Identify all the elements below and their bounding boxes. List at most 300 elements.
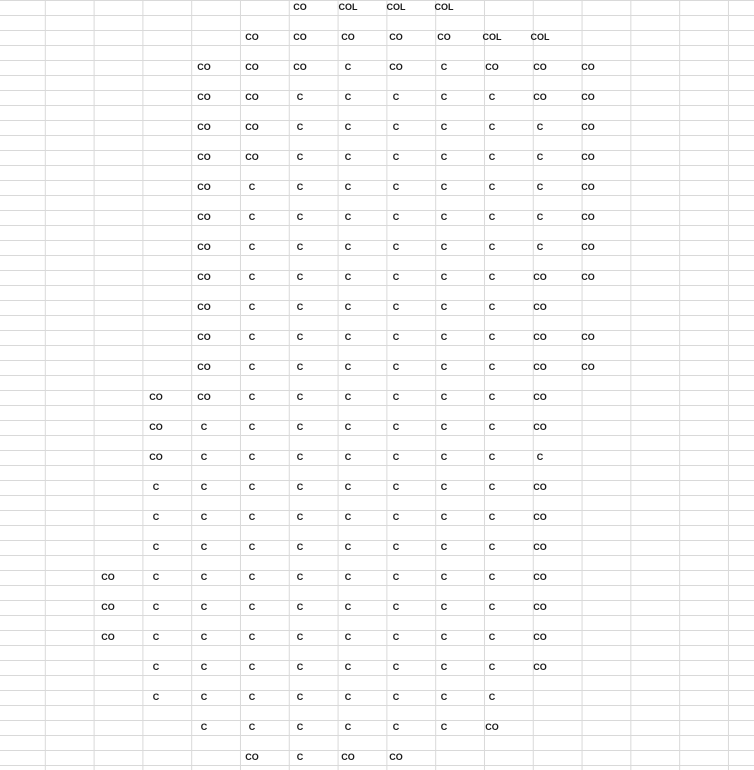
grid-cell[interactable]: C: [344, 152, 352, 162]
grid-cell[interactable]: [564, 720, 612, 735]
grid-cell[interactable]: [564, 570, 612, 585]
grid-cell[interactable]: C: [296, 482, 304, 492]
grid-cell[interactable]: [132, 60, 180, 75]
grid-cell[interactable]: [132, 240, 180, 255]
grid-cell[interactable]: CO: [149, 392, 163, 402]
grid-cell[interactable]: C: [536, 242, 544, 252]
grid-cell[interactable]: C: [296, 752, 304, 762]
grid-cell[interactable]: [84, 60, 132, 75]
grid-cell[interactable]: [132, 300, 180, 315]
grid-cell[interactable]: [564, 480, 612, 495]
grid-cell[interactable]: [132, 150, 180, 165]
grid-cell[interactable]: C: [488, 482, 496, 492]
grid-cell[interactable]: C: [296, 182, 304, 192]
grid-cell[interactable]: CO: [533, 572, 547, 582]
grid-cell[interactable]: C: [392, 302, 400, 312]
grid-cell[interactable]: C: [248, 302, 256, 312]
grid-cell[interactable]: CO: [533, 542, 547, 552]
grid-cell[interactable]: C: [392, 152, 400, 162]
grid-cell[interactable]: C: [392, 242, 400, 252]
grid-cell[interactable]: [564, 0, 612, 15]
grid-cell[interactable]: CO: [197, 182, 211, 192]
grid-cell[interactable]: [132, 120, 180, 135]
grid-cell[interactable]: C: [440, 572, 448, 582]
grid-cell[interactable]: [84, 390, 132, 405]
grid-cell[interactable]: CO: [437, 32, 451, 42]
grid-cell[interactable]: C: [536, 212, 544, 222]
grid-cell[interactable]: C: [440, 422, 448, 432]
grid-cell[interactable]: [180, 750, 228, 765]
grid-cell[interactable]: [36, 450, 84, 465]
grid-cell[interactable]: C: [296, 512, 304, 522]
grid-cell[interactable]: [0, 690, 36, 705]
grid-cell[interactable]: C: [488, 92, 496, 102]
grid-cell[interactable]: COL: [530, 32, 550, 42]
grid-cell[interactable]: CO: [101, 602, 115, 612]
grid-cell[interactable]: [0, 600, 36, 615]
grid-cell[interactable]: C: [392, 482, 400, 492]
grid-cell[interactable]: [36, 150, 84, 165]
grid-cell[interactable]: [36, 660, 84, 675]
grid-cell[interactable]: CO: [197, 152, 211, 162]
grid-cell[interactable]: CO: [389, 62, 403, 72]
grid-cell[interactable]: C: [296, 242, 304, 252]
grid-cell[interactable]: C: [536, 122, 544, 132]
grid-cell[interactable]: C: [296, 572, 304, 582]
grid-cell[interactable]: CO: [197, 362, 211, 372]
grid-cell[interactable]: C: [248, 362, 256, 372]
grid-cell[interactable]: C: [440, 272, 448, 282]
grid-cell[interactable]: C: [392, 422, 400, 432]
grid-cell[interactable]: CO: [293, 2, 307, 12]
grid-cell[interactable]: C: [488, 242, 496, 252]
grid-cell[interactable]: C: [200, 452, 208, 462]
grid-cell[interactable]: [84, 120, 132, 135]
grid-cell[interactable]: [84, 690, 132, 705]
grid-cell[interactable]: C: [392, 92, 400, 102]
grid-cell[interactable]: CO: [197, 302, 211, 312]
grid-cell[interactable]: C: [248, 392, 256, 402]
grid-cell[interactable]: C: [392, 122, 400, 132]
grid-cell[interactable]: [132, 360, 180, 375]
grid-cell[interactable]: CO: [581, 242, 595, 252]
grid-cell[interactable]: CO: [197, 332, 211, 342]
grid-cell[interactable]: [36, 0, 84, 15]
grid-cell[interactable]: CO: [149, 452, 163, 462]
grid-cell[interactable]: [132, 90, 180, 105]
grid-cell[interactable]: CO: [101, 572, 115, 582]
grid-cell[interactable]: [0, 30, 36, 45]
grid-cell[interactable]: C: [296, 272, 304, 282]
grid-cell[interactable]: C: [440, 542, 448, 552]
grid-cell[interactable]: CO: [101, 632, 115, 642]
grid-cell[interactable]: C: [248, 182, 256, 192]
grid-cell[interactable]: [0, 330, 36, 345]
grid-cell[interactable]: CO: [245, 62, 259, 72]
grid-cell[interactable]: C: [248, 212, 256, 222]
grid-cell[interactable]: C: [488, 152, 496, 162]
grid-cell[interactable]: [0, 0, 36, 15]
grid-cell[interactable]: C: [344, 302, 352, 312]
grid-cell[interactable]: [0, 480, 36, 495]
grid-cell[interactable]: C: [392, 332, 400, 342]
grid-cell[interactable]: C: [200, 542, 208, 552]
grid-cell[interactable]: C: [488, 182, 496, 192]
grid-cell[interactable]: C: [488, 392, 496, 402]
grid-cell[interactable]: C: [344, 332, 352, 342]
grid-cell[interactable]: C: [248, 482, 256, 492]
grid-cell[interactable]: C: [392, 452, 400, 462]
grid-cell[interactable]: [84, 420, 132, 435]
grid-cell[interactable]: [468, 750, 516, 765]
grid-cell[interactable]: [564, 660, 612, 675]
grid-cell[interactable]: CO: [533, 662, 547, 672]
grid-cell[interactable]: C: [200, 662, 208, 672]
grid-cell[interactable]: CO: [197, 272, 211, 282]
grid-cell[interactable]: [564, 750, 612, 765]
grid-cell[interactable]: C: [440, 92, 448, 102]
grid-cell[interactable]: C: [200, 482, 208, 492]
grid-cell[interactable]: C: [440, 122, 448, 132]
grid-cell[interactable]: [516, 750, 564, 765]
grid-cell[interactable]: CO: [533, 602, 547, 612]
grid-cell[interactable]: [0, 300, 36, 315]
grid-cell[interactable]: CO: [533, 512, 547, 522]
grid-cell[interactable]: [0, 660, 36, 675]
grid-cell[interactable]: C: [440, 722, 448, 732]
grid-cell[interactable]: C: [248, 542, 256, 552]
grid-cell[interactable]: C: [536, 182, 544, 192]
grid-cell[interactable]: C: [200, 632, 208, 642]
grid-cell[interactable]: [84, 240, 132, 255]
grid-cell[interactable]: [36, 60, 84, 75]
grid-cell[interactable]: C: [392, 722, 400, 732]
grid-cell[interactable]: [0, 450, 36, 465]
grid-cell[interactable]: C: [440, 332, 448, 342]
grid-cell[interactable]: CO: [485, 62, 499, 72]
grid-cell[interactable]: CO: [581, 182, 595, 192]
grid-cell[interactable]: C: [440, 152, 448, 162]
grid-cell[interactable]: C: [344, 182, 352, 192]
grid-cell[interactable]: C: [152, 512, 160, 522]
grid-cell[interactable]: C: [248, 632, 256, 642]
grid-cell[interactable]: C: [344, 242, 352, 252]
grid-cell[interactable]: COL: [386, 2, 406, 12]
grid-cell[interactable]: [84, 360, 132, 375]
grid-cell[interactable]: CO: [389, 32, 403, 42]
grid-cell[interactable]: C: [488, 212, 496, 222]
grid-cell[interactable]: CO: [581, 92, 595, 102]
grid-cell[interactable]: CO: [581, 332, 595, 342]
grid-cell[interactable]: C: [344, 512, 352, 522]
grid-cell[interactable]: [0, 90, 36, 105]
grid-cell[interactable]: [516, 690, 564, 705]
grid-cell[interactable]: C: [296, 542, 304, 552]
grid-cell[interactable]: [36, 210, 84, 225]
grid-cell[interactable]: [84, 330, 132, 345]
grid-cell[interactable]: [36, 510, 84, 525]
grid-cell[interactable]: C: [440, 692, 448, 702]
grid-cell[interactable]: C: [488, 422, 496, 432]
grid-cell[interactable]: [0, 720, 36, 735]
grid-cell[interactable]: C: [296, 422, 304, 432]
grid-cell[interactable]: CO: [341, 32, 355, 42]
grid-cell[interactable]: [36, 570, 84, 585]
grid-cell[interactable]: [36, 120, 84, 135]
grid-cell[interactable]: [0, 60, 36, 75]
grid-cell[interactable]: CO: [581, 62, 595, 72]
grid-cell[interactable]: CO: [533, 92, 547, 102]
grid-cell[interactable]: [0, 570, 36, 585]
grid-cell[interactable]: [84, 510, 132, 525]
grid-cell[interactable]: [564, 690, 612, 705]
grid-cell[interactable]: [84, 210, 132, 225]
grid-cell[interactable]: CO: [197, 62, 211, 72]
grid-cell[interactable]: C: [344, 92, 352, 102]
grid-cell[interactable]: C: [296, 122, 304, 132]
grid-cell[interactable]: [564, 300, 612, 315]
grid-cell[interactable]: C: [440, 452, 448, 462]
grid-cell[interactable]: C: [296, 362, 304, 372]
grid-cell[interactable]: [420, 750, 468, 765]
grid-cell[interactable]: C: [248, 332, 256, 342]
grid-cell[interactable]: C: [488, 662, 496, 672]
grid-cell[interactable]: [0, 420, 36, 435]
grid-cell[interactable]: [36, 420, 84, 435]
grid-cell[interactable]: C: [488, 572, 496, 582]
grid-cell[interactable]: C: [200, 572, 208, 582]
grid-cell[interactable]: CO: [533, 362, 547, 372]
grid-cell[interactable]: C: [152, 662, 160, 672]
grid-cell[interactable]: CO: [245, 752, 259, 762]
grid-cell[interactable]: CO: [197, 122, 211, 132]
grid-cell[interactable]: [36, 540, 84, 555]
grid-cell[interactable]: CO: [533, 272, 547, 282]
grid-cell[interactable]: [84, 720, 132, 735]
grid-cell[interactable]: [228, 0, 276, 15]
grid-cell[interactable]: [36, 720, 84, 735]
grid-cell[interactable]: [132, 0, 180, 15]
grid-cell[interactable]: C: [296, 632, 304, 642]
grid-cell[interactable]: CO: [581, 272, 595, 282]
grid-cell[interactable]: [84, 90, 132, 105]
grid-cell[interactable]: COL: [338, 2, 358, 12]
grid-cell[interactable]: [564, 450, 612, 465]
grid-cell[interactable]: [36, 270, 84, 285]
grid-cell[interactable]: C: [248, 692, 256, 702]
grid-cell[interactable]: [0, 210, 36, 225]
grid-cell[interactable]: [0, 630, 36, 645]
grid-cell[interactable]: CO: [197, 92, 211, 102]
grid-cell[interactable]: C: [344, 722, 352, 732]
grid-cell[interactable]: C: [536, 452, 544, 462]
grid-cell[interactable]: [0, 540, 36, 555]
grid-cell[interactable]: C: [488, 272, 496, 282]
grid-cell[interactable]: [0, 510, 36, 525]
grid-cell[interactable]: [564, 600, 612, 615]
grid-cell[interactable]: CO: [293, 32, 307, 42]
grid-cell[interactable]: [564, 510, 612, 525]
grid-cell[interactable]: [84, 660, 132, 675]
grid-cell[interactable]: C: [392, 182, 400, 192]
grid-cell[interactable]: C: [344, 62, 352, 72]
grid-cell[interactable]: C: [392, 362, 400, 372]
grid-cell[interactable]: CO: [245, 92, 259, 102]
grid-cell[interactable]: [132, 30, 180, 45]
grid-cell[interactable]: [84, 0, 132, 15]
grid-cell[interactable]: CO: [245, 122, 259, 132]
grid-cell[interactable]: C: [296, 722, 304, 732]
grid-cell[interactable]: C: [440, 362, 448, 372]
grid-cell[interactable]: C: [392, 212, 400, 222]
grid-cell[interactable]: [132, 210, 180, 225]
grid-cell[interactable]: [0, 750, 36, 765]
grid-cell[interactable]: [132, 180, 180, 195]
grid-cell[interactable]: [516, 0, 564, 15]
grid-cell[interactable]: [36, 30, 84, 45]
grid-cell[interactable]: C: [488, 302, 496, 312]
grid-cell[interactable]: C: [344, 422, 352, 432]
grid-cell[interactable]: C: [296, 692, 304, 702]
grid-cell[interactable]: C: [488, 542, 496, 552]
grid-cell[interactable]: CO: [581, 152, 595, 162]
grid-cell[interactable]: C: [200, 512, 208, 522]
grid-cell[interactable]: CO: [245, 32, 259, 42]
grid-cell[interactable]: C: [440, 302, 448, 312]
grid-cell[interactable]: C: [488, 692, 496, 702]
grid-cell[interactable]: C: [392, 272, 400, 282]
grid-cell[interactable]: [84, 150, 132, 165]
grid-cell[interactable]: [84, 480, 132, 495]
grid-cell[interactable]: CO: [533, 632, 547, 642]
grid-cell[interactable]: CO: [533, 422, 547, 432]
grid-cell[interactable]: C: [488, 362, 496, 372]
grid-cell[interactable]: [36, 240, 84, 255]
grid-cell[interactable]: [0, 240, 36, 255]
grid-cell[interactable]: C: [488, 512, 496, 522]
grid-cell[interactable]: [0, 360, 36, 375]
grid-cell[interactable]: [132, 720, 180, 735]
grid-cell[interactable]: [132, 270, 180, 285]
grid-cell[interactable]: C: [152, 692, 160, 702]
grid-cell[interactable]: CO: [341, 752, 355, 762]
grid-cell[interactable]: C: [440, 602, 448, 612]
grid-cell[interactable]: C: [344, 362, 352, 372]
grid-cell[interactable]: C: [440, 662, 448, 672]
grid-cell[interactable]: C: [152, 482, 160, 492]
grid-cell[interactable]: C: [536, 152, 544, 162]
grid-cell[interactable]: C: [440, 212, 448, 222]
grid-cell[interactable]: C: [392, 662, 400, 672]
grid-cell[interactable]: [36, 750, 84, 765]
grid-cell[interactable]: COL: [482, 32, 502, 42]
grid-cell[interactable]: [36, 600, 84, 615]
grid-cell[interactable]: C: [200, 602, 208, 612]
grid-cell[interactable]: [0, 390, 36, 405]
grid-cell[interactable]: CO: [197, 242, 211, 252]
grid-cell[interactable]: CO: [485, 722, 499, 732]
grid-cell[interactable]: C: [344, 272, 352, 282]
grid-cell[interactable]: C: [200, 722, 208, 732]
grid-cell[interactable]: CO: [389, 752, 403, 762]
grid-cell[interactable]: C: [296, 662, 304, 672]
grid-cell[interactable]: [36, 480, 84, 495]
grid-cell[interactable]: C: [440, 632, 448, 642]
grid-cell[interactable]: C: [344, 452, 352, 462]
grid-cell[interactable]: [84, 270, 132, 285]
grid-cell[interactable]: CO: [581, 362, 595, 372]
grid-cell[interactable]: C: [488, 452, 496, 462]
grid-cell[interactable]: C: [248, 722, 256, 732]
grid-cell[interactable]: C: [488, 332, 496, 342]
grid-cell[interactable]: [0, 150, 36, 165]
grid-cell[interactable]: C: [296, 92, 304, 102]
grid-cell[interactable]: [84, 180, 132, 195]
grid-cell[interactable]: [180, 30, 228, 45]
grid-cell[interactable]: C: [488, 122, 496, 132]
grid-cell[interactable]: C: [344, 572, 352, 582]
grid-cell[interactable]: C: [344, 692, 352, 702]
grid-cell[interactable]: C: [248, 512, 256, 522]
grid-cell[interactable]: [36, 360, 84, 375]
grid-cell[interactable]: CO: [533, 62, 547, 72]
grid-cell[interactable]: [36, 390, 84, 405]
grid-cell[interactable]: CO: [581, 122, 595, 132]
grid-cell[interactable]: C: [296, 302, 304, 312]
grid-cell[interactable]: C: [296, 212, 304, 222]
grid-cell[interactable]: C: [248, 272, 256, 282]
grid-cell[interactable]: CO: [533, 392, 547, 402]
grid-cell[interactable]: [36, 630, 84, 645]
grid-cell[interactable]: C: [296, 602, 304, 612]
grid-cell[interactable]: C: [440, 62, 448, 72]
grid-cell[interactable]: C: [296, 152, 304, 162]
grid-cell[interactable]: CO: [581, 212, 595, 222]
grid-cell[interactable]: C: [296, 392, 304, 402]
grid-cell[interactable]: C: [440, 482, 448, 492]
grid-cell[interactable]: [84, 30, 132, 45]
grid-cell[interactable]: C: [296, 332, 304, 342]
grid-cell[interactable]: [564, 630, 612, 645]
grid-cell[interactable]: C: [488, 632, 496, 642]
grid-cell[interactable]: [84, 540, 132, 555]
grid-cell[interactable]: C: [344, 542, 352, 552]
grid-cell[interactable]: C: [392, 512, 400, 522]
grid-cell[interactable]: C: [200, 692, 208, 702]
grid-cell[interactable]: C: [344, 482, 352, 492]
grid-cell[interactable]: C: [344, 632, 352, 642]
grid-cell[interactable]: C: [392, 542, 400, 552]
grid-cell[interactable]: CO: [293, 62, 307, 72]
grid-cell[interactable]: CO: [197, 212, 211, 222]
grid-cell[interactable]: [36, 180, 84, 195]
grid-cell[interactable]: C: [248, 452, 256, 462]
grid-cell[interactable]: C: [392, 392, 400, 402]
grid-cell[interactable]: C: [488, 602, 496, 612]
grid-cell[interactable]: [84, 750, 132, 765]
grid-cell[interactable]: [36, 90, 84, 105]
grid-cell[interactable]: C: [200, 422, 208, 432]
grid-cell[interactable]: C: [344, 392, 352, 402]
grid-cell[interactable]: [564, 30, 612, 45]
grid-cell[interactable]: [84, 450, 132, 465]
grid-cell[interactable]: C: [440, 242, 448, 252]
grid-cell[interactable]: C: [248, 602, 256, 612]
grid-cell[interactable]: C: [440, 392, 448, 402]
grid-cell[interactable]: COL: [434, 2, 454, 12]
grid-cell[interactable]: [564, 390, 612, 405]
grid-cell[interactable]: C: [440, 512, 448, 522]
